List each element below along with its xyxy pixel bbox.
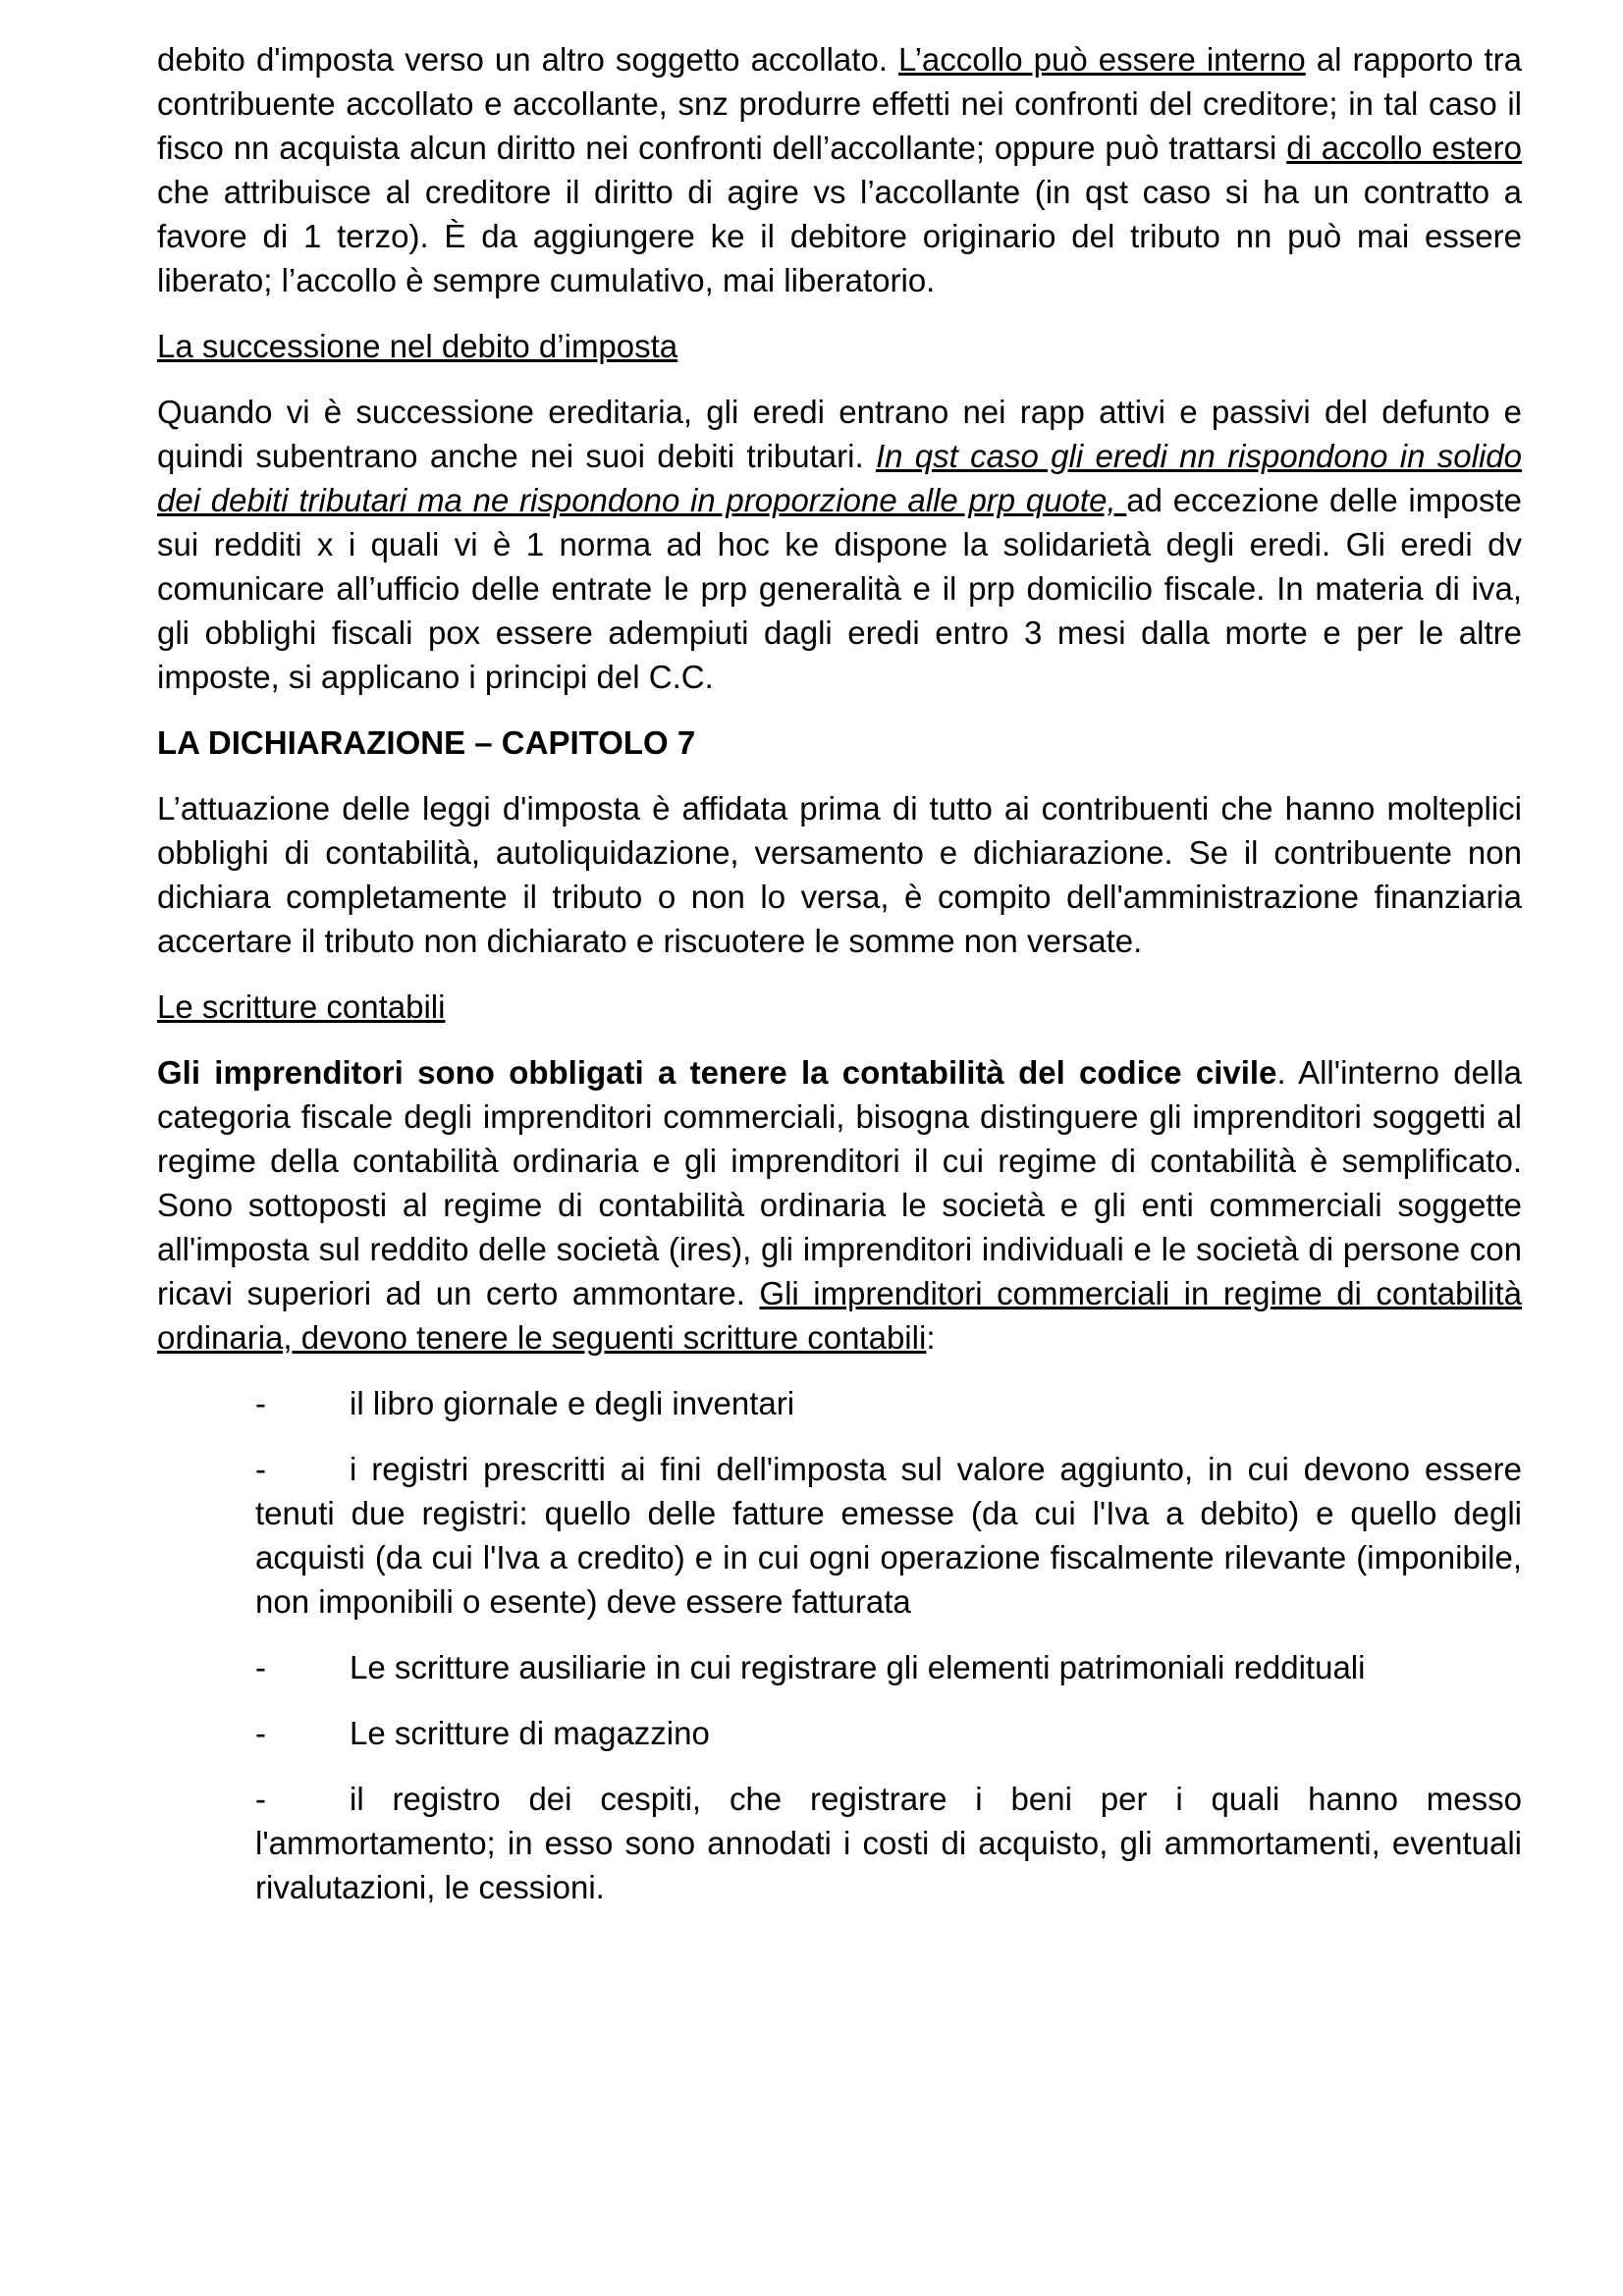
dash-bullet: - (255, 1385, 266, 1421)
paragraph-accollo (157, 37, 1522, 302)
list-item (255, 1645, 1522, 1689)
text-run: che attribuisce al creditore il diritto di agire vs l’accollante (in qst caso si ha un contratto a favore di 1 terzo). È da aggiungere ke il debitore originario del tributo nn può mai essere liberato; l’accollo è sempre cumulativo, mai liberatorio. (157, 174, 1522, 298)
dash-bullet: - (255, 1715, 266, 1751)
underlined-text: di accollo estero (1286, 130, 1522, 166)
dash-bullet: - (255, 1451, 266, 1487)
page-content (157, 37, 1522, 1931)
list-item-text: Le scritture ausiliarie in cui registrare gli elementi patrimoniali reddituali (350, 1649, 1366, 1685)
paragraph-successione (157, 390, 1522, 699)
text-run: . All'interno della categoria fiscale degli imprenditori commerciali, bisogna distinguere gli imprenditori soggetti al regime della contabilità ordinaria e gli imprenditori il cui regime di contabilità è semplificato. Sono sottoposti al regime di contabilità ordinaria le società e gli enti commerciali soggette all'imposta sul reddito delle società (ires), gli imprenditori individuali e le società di persone con ricavi superiori ad un certo ammontare. (157, 1054, 1522, 1311)
section-heading: LA DICHIARAZIONE – CAPITOLO 7 (157, 724, 696, 761)
subheading-successione: La successione nel debito d’imposta (157, 328, 678, 364)
list-item (255, 1711, 1522, 1755)
dash-bullet: - (255, 1649, 266, 1685)
underlined-text: L’accollo può essere interno (898, 41, 1306, 78)
list-item-text: il libro giornale e degli inventari (350, 1385, 795, 1421)
text-run: : (926, 1319, 936, 1356)
list-item (255, 1777, 1522, 1909)
subheading-scritture: Le scritture contabili (157, 988, 446, 1025)
underlined-text: Gli imprenditori commerciali in regime di contabilità ordinaria, devono tenere le seguenti scritture contabili (157, 1275, 1522, 1356)
list-item (255, 1381, 1522, 1425)
list-item-text: il registro dei cespiti, che registrare i beni per i quali hanno messo l'ammortamento; in esso sono annodati i costi di acquisto, gli ammortamenti, eventuali rivalutazioni, le cessioni. (255, 1781, 1522, 1905)
list-item (255, 1447, 1522, 1624)
text-run: ad eccezione delle imposte sui redditi x i quali vi è 1 norma ad hoc ke dispone la solidarietà degli eredi. Gli eredi dv comunicare all’ufficio delle entrate le prp generalità e il prp domicilio fiscale. In materia di iva, gli obblighi fiscali pox essere adempiuti dagli eredi entro 3 mesi dalla morte e per le altre imposte, si applicano i principi del C.C. (157, 482, 1522, 695)
paragraph-attuazione: L’attuazione delle leggi d'imposta è affidata prima di tutto ai contribuenti che hanno molteplici obblighi di contabilità, autoliquidazione, versamento e dichiarazione. Se il contribuente non dichiara completamente il tributo o non lo versa, è compito dell'amministrazione finanziaria accertare il tributo non dichiarato e riscuotere le somme non versate. (157, 790, 1522, 959)
bullet-list (255, 1381, 1522, 1909)
text-run: al rapporto tra contribuente accollato e accollante, snz produrre effetti nei confronti del creditore; in tal caso il fisco nn acquista alcun diritto nei confronti dell’accollante; oppure può trattarsi (157, 41, 1522, 166)
text-run: debito d'imposta verso un altro soggetto accollato. (157, 41, 899, 78)
bold-text: Gli imprenditori sono obbligati a tenere la contabilità del codice civile (157, 1054, 1277, 1091)
list-item-text: Le scritture di magazzino (350, 1715, 710, 1751)
underlined-italic-text: In qst caso gli eredi nn rispondono in solido dei debiti tributari ma ne rispondono in proporzione alle prp quote, (157, 438, 1522, 518)
text-run: Quando vi è successione ereditaria, gli eredi entrano nei rapp attivi e passivi del defunto e quindi subentrano anche nei suoi debiti tributari. (157, 394, 1522, 474)
paragraph-imprenditori (157, 1050, 1522, 1360)
dash-bullet: - (255, 1781, 266, 1817)
list-item-text: i registri prescritti ai fini dell'imposta sul valore aggiunto, in cui devono essere tenuti due registri: quello delle fatture emesse (da cui l'Iva a debito) e quello degli acquisti (da cui l'Iva a credito) e in cui ogni operazione fiscalmente rilevante (imponibile, non imponibili o esente) deve essere fatturata (255, 1451, 1522, 1620)
